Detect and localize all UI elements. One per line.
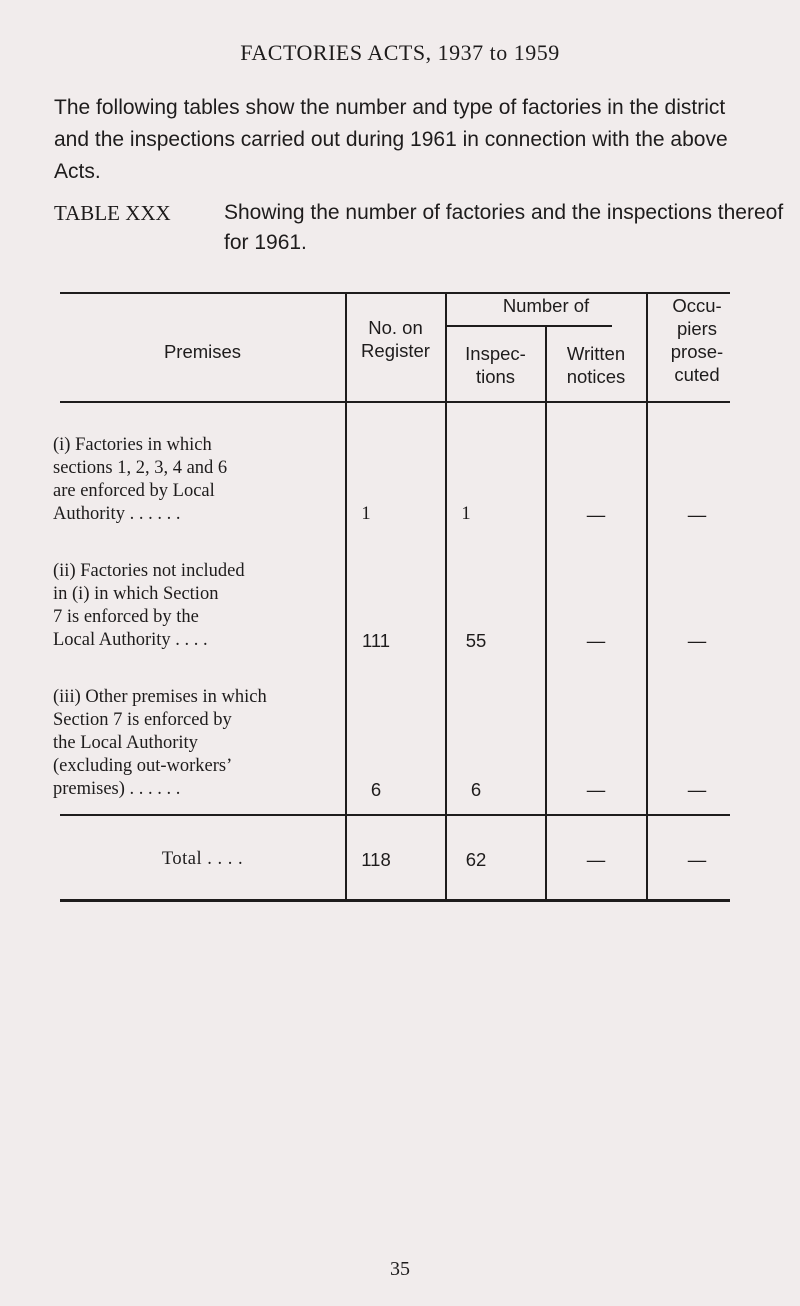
row-1-notices: — <box>586 504 606 525</box>
total-label: Total . . . . <box>161 849 244 869</box>
col-rule-3 <box>545 326 547 900</box>
page-title: FACTORIES ACTS, 1937 to 1959 <box>240 40 560 65</box>
header-occupiers-prosecuted: Occu- piers prose- cuted <box>670 295 724 385</box>
row-3-prosecuted: — <box>687 779 707 800</box>
number-of-rule <box>446 325 612 327</box>
row-3-inspections: 6 <box>470 779 482 800</box>
row-3-register: 6 <box>370 779 382 800</box>
row-1-prosecuted: — <box>687 504 707 525</box>
row-2-premises: (ii) Factories not included in (i) in which Section 7 is enforced by the Local Authority . . . . <box>53 561 245 650</box>
page-number: 35 <box>390 1258 410 1280</box>
row-1-premises: (i) Factories in which sections 1, 2, 3, 4 and 6 are enforced by Local Authority . . . . . . <box>53 435 228 524</box>
row-1-register: 1 <box>361 504 371 524</box>
row-3-notices: — <box>586 779 606 800</box>
header-inspections: Inspec- tions <box>465 343 526 387</box>
total-register: 118 <box>361 849 391 870</box>
header-premises: Premises <box>163 341 242 362</box>
total-inspections: 62 <box>465 849 487 870</box>
header-written-notices: Written notices <box>566 343 626 387</box>
row-2-inspections: 55 <box>465 630 487 651</box>
total-top-rule <box>60 814 730 816</box>
table-caption-text: Showing the number of factories and the inspections thereof for 1961. <box>224 201 784 254</box>
header-register: No. on Register <box>361 317 430 361</box>
table-label: TABLE XXX <box>54 201 171 225</box>
table-bottom-rule <box>60 899 730 902</box>
row-2-notices: — <box>586 630 606 651</box>
col-rule-1 <box>345 292 347 900</box>
header-bottom-rule <box>60 401 730 403</box>
header-number-of: Number of <box>502 295 590 316</box>
row-1-inspections: 1 <box>461 504 471 524</box>
row-3-premises: (iii) Other premises in which Section 7 is enforced by the Local Authority (excluding out-workers’ premises) . . . . . . <box>53 687 267 799</box>
intro-paragraph: The following tables show the number and type of factories in the district and the inspections carried out during 1961 in connection with the above Acts. <box>54 96 728 183</box>
total-notices: — <box>586 849 606 870</box>
total-prosecuted: — <box>687 849 707 870</box>
row-2-register: 111 <box>361 630 391 651</box>
row-2-prosecuted: — <box>687 630 707 651</box>
